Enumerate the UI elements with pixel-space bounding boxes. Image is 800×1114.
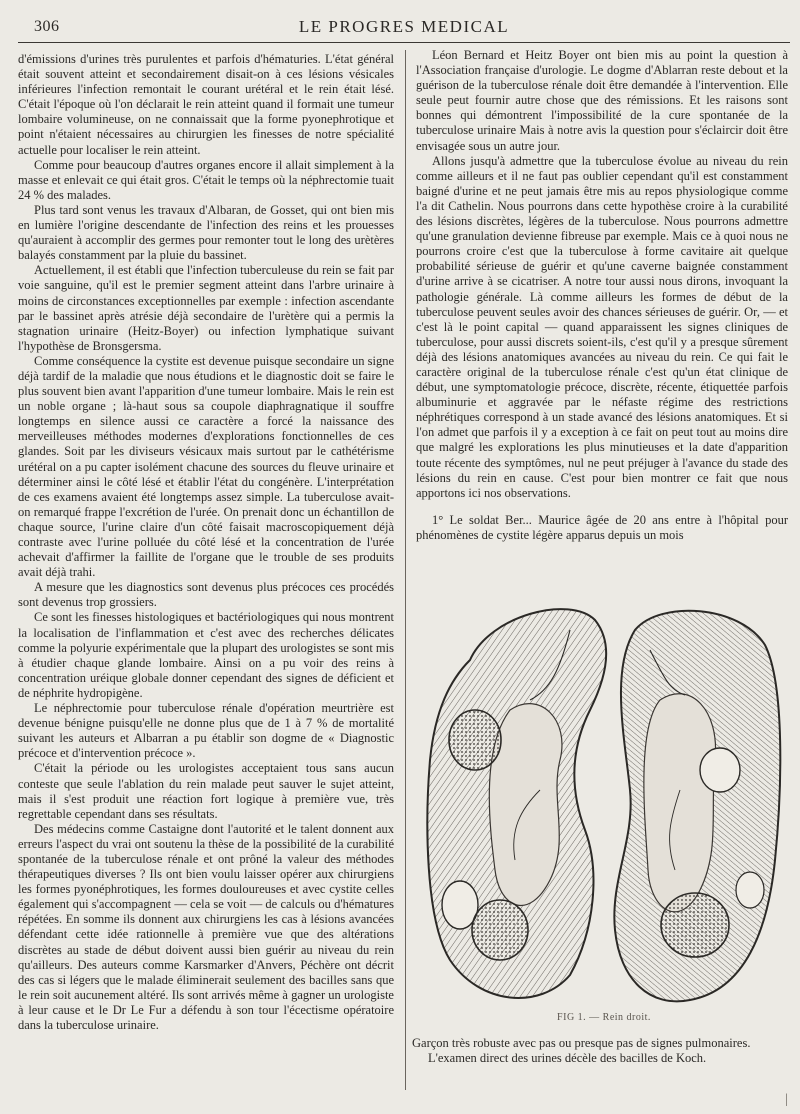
right-column-top — [416, 48, 788, 543]
running-title: LE PROGRES MEDICAL — [298, 17, 510, 36]
paragraph: Plus tard sont venus les travaux d'Albaran, de Gosset, qui ont bien mis en lumière l'origine descendante de l'infection des reins et les prouesses qu'auraient à accomplir des germes pour remonter tout le long des urètères balayés constamment par la pluie du bassinet. — [18, 202, 394, 263]
page-header — [18, 14, 790, 40]
paragraph: Garçon très robuste avec pas ou presque pas de signes pulmonaires. — [412, 1036, 751, 1050]
kidney-figure — [420, 590, 788, 1020]
paragraph: Ce sont les finesses histologiques et bactériologiques qui nous montrent la localisation de l'inflammation et c'est avec des recherches délicates comme la polyurie expérimentale que la plupart des urologistes se sont mis à étudier chaque glande lombaire. Ainsi on a pu voir des reins à concentration uréique globale donner cependant des signes de déficient et de néphrite hydropigène. — [18, 610, 394, 700]
paragraph: Comme pour beaucoup d'autres organes encore il allait simplement à la masse et enlevait ce qui était gros. C'était le temps où la néphrectomie tuait 24 % des malades. — [18, 157, 394, 202]
page-number: 306 — [34, 18, 60, 35]
lesion-cavern — [472, 900, 528, 960]
paragraph: Des médecins comme Castaigne dont l'autorité et le talent donnent aux erreurs l'aspect du vrai ont soutenu la thèse de la possibilité de la curabilité spontanée de la tuberculose rénale et ont prôné la valeur des méthodes thérapeutiques diverses ? Ils ont bien voulu laisser opérer aux chirurgiens les formes pyonéphrotiques, les formes douloureuses et avec cystite celles également qui s'accompagnent — cela se voit — de calculs ou d'hématures répétées. En somme ils donnent aux chirurgiens les cas à lésions avancées défendant cette idée rationnelle à première vue que des altérations discrètes au stade de début doivent aussi bien guérir au niveau du rein qu'ailleurs. Des auteurs comme Karsmarker d'Anvers, Péchère ont décrit des cas si légers que le malade éliminerait seulement des bacilles sans que le rein soit aucunement altéré. Ils sont arrivés même à gagner un urologiste à leur cause et le Dr Le Fur a défendu à son tour l'écectisme opératoire dans la tuberculose urinaire. — [18, 821, 394, 1032]
paragraph: L'examen direct des urines décèle des bacilles de Koch. — [428, 1051, 707, 1066]
figure-caption: FIG 1. — Rein droit. — [557, 1012, 651, 1023]
paragraph: Allons jusqu'à admettre que la tuberculose évolue au niveau du rein comme ailleurs et il ne faut pas oublier cependant qu'il est constamment baigné d'urine et ne peut jamais être mis au repos physiologique comme l'a dit Cathelin. Nous pourrons dans cette hypothèse croire à la curabilité des lésions discrètes, légères de la tuberculose. Nous pourrons admettre qu'une granulation devienne fibreuse par exemple. Mais ce à quoi nous ne pourrons croire c'est que la tuberculose à forme cavitaire ait quelque probabilité sérieuse de guérir et qu'une caverne baignée constamment d'urine arrive à se cicatriser. A notre tour aussi nous dirons, invoquant la pathologie générale. Là comme ailleurs les formes de début de la tuberculose peuvent seules avoir des chances sérieuses de guérir. Or, — et c'est là le point capital — quand apparaissent les signes cliniques de tuberculose, pour aussi discrets soient-ils, c'est qu'il y a presque sûrement déjà des lésions anatomiques avancées au niveau du rein. Ce qui fait le caractère original de la tuberculose rénale c'est qu'un état clinique de début, une symptomatologie précoce, discrète, récente, étiquettée parfois albuminurie et aggravée par le néfaste régime des restrictions néphrétiques correspond à un stade avancé des lésions anatomiques. Et si l'on admet que parfois il y a exception à ce fait on peut tout au moins dire que malgré les explorations les plus minutieuses et la date d'apparition toute récente des symptômes, nul ne peut préjuger à l'avance du stade des lésions du rein en cause. C'est pour bien montrer ce fait que nous apportons ici nos observations. — [416, 153, 788, 500]
header-rule — [18, 42, 790, 43]
paragraph: Léon Bernard et Heitz Boyer ont bien mis au point la question à l'Association française d'urologie. Le dogme d'Ablarran reste debout et la guérison de la tuberculose rénale doit être demandée à l'intervention. Elle seule peut fournir autre chose que des rémissions. Et les raisons sont bonnes qui démontrent l'impossibilité de la cure spontanée de la tuberculose urinaire Mais à notre avis la question pour s'éclaircir doit être envisagée sous un autre jour. — [416, 48, 788, 153]
lesion-cavern — [449, 710, 501, 770]
right-pelvis — [644, 694, 716, 912]
paragraph: A mesure que les diagnostics sont devenus plus précoces ces procédés sont devenus trop grossiers. — [18, 580, 394, 610]
lesion-cavern — [700, 748, 740, 792]
kidney-section-illustration — [420, 590, 788, 1010]
column-divider — [405, 50, 406, 1090]
corner-mark: | — [785, 1092, 788, 1107]
lesion-cavern — [736, 872, 764, 908]
left-column — [18, 52, 394, 1033]
paragraph: Le néphrectomie pour tuberculose rénale d'opération meurtrière est devenue bénigne puisqu'elle ne donne plus que de 1 à 7 % de mortalité suivant les auteurs et Albarran a pu établir son dogme de « Diagnostic précoce et d'intervention précoce ». — [18, 701, 394, 761]
paragraph: d'émissions d'urines très purulentes et parfois d'hématuries. L'état général était souvent atteint et secondairement disait-on à ces lésions vésicales inférieures l'infection remontait le courant urétéral et le rein était lésé. C'était l'époque où l'on déclarait le rein atteint quand il formait une tumeur lombaire volumineuse, on ne connaissait que la forme pyonephrotique et point n'étaient nécessaires au chirurgien les finesses de notre spécialité actuelle pour localiser le rein atteint. — [18, 52, 394, 157]
lesion-cavern — [661, 893, 729, 957]
paragraph: Comme conséquence la cystite est devenue puisque secondaire un signe déjà tardif de la maladie que nous étudions et le diagnostic doit se faire le plus souvent bien avant l'apparition d'une tumeur lombaire. Mais le rein est un noble organe ; là-haut sous sa coupole diaphragnatique il souffre longtemps en silence aussi ce caractère a forcé la naissance des merveilleuses méthodes modernes d'explorations fonctionnelles de ces glandes. Soit par les diviseurs vésicaux mais surtout par le cathétérisme urétéral on a pu capter isolément chacune des sources du fleuve urinaire et déterminer ainsi le côté lésé et établir l'état du congénère. L'interprétation de ces examens avaient été longtemps assez simple. La tuberculose avait-on remarqué frappe l'excrétion de l'urée. On prenait donc un échantillon de chaque source, l'urine claire d'un côté faisait macroscopiquement déjà contraste avec l'urine polluée du côté lésé et la concentration de l'urée achevait d'affirmer la faillite de l'organe que le trouble de ses produits avait déjà trahi. — [18, 353, 394, 580]
case-observation: 1° Le soldat Ber... Maurice âgée de 20 ans entre à l'hôpital pour phénomènes de cystite légère apparus depuis un mois — [416, 512, 788, 542]
paragraph: C'était la période ou les urologistes acceptaient tous sans aucun conteste que seule l'ablation du rein malade peut sauver le sujet atteint, mais il s'est produit une réaction fort logique à première vue, très regrettable cependant dans ses résultats. — [18, 761, 394, 821]
right-column-bottom — [412, 1036, 788, 1066]
paragraph: Actuellement, il est établi que l'infection tuberculeuse du rein se fait par voie sanguine, qu'il est le premier segment atteint dans l'arbre urinaire à moins de circonstances exceptionnelles par exemple : infection ascendante par le bassinet après atrésie déjà secondaire de l'urètère qui a permis la stagnation urinaire (Heitz-Boyer) ou infection lymphatique suivant l'hypothèse de Bronsgersma. — [18, 263, 394, 353]
